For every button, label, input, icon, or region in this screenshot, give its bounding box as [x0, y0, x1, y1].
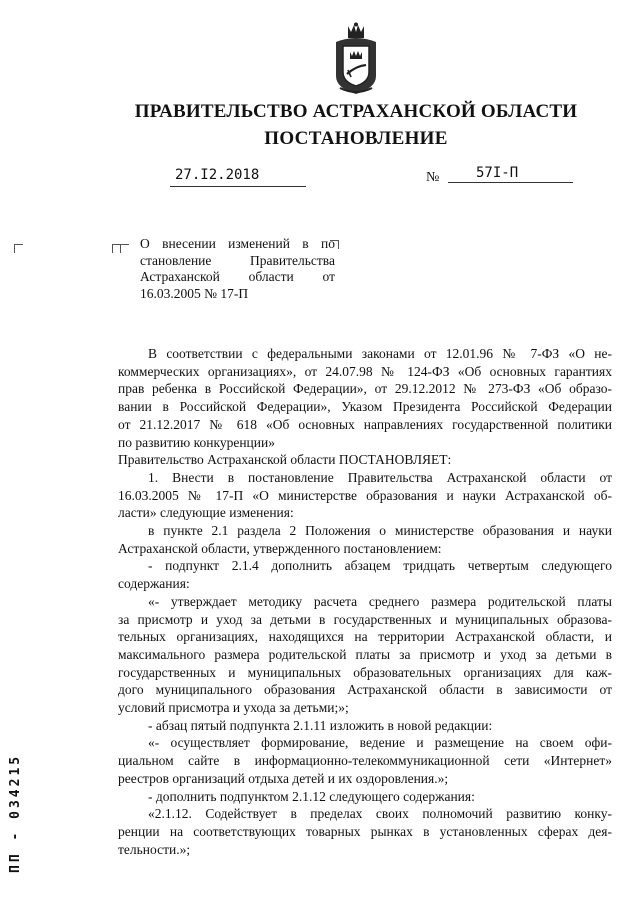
- document-number: 57I-П: [476, 165, 519, 181]
- document-body: [118, 345, 612, 858]
- body-line: циальном сайте в информационно-телекоммуникационной сети «Интернет»: [118, 753, 612, 769]
- body-line: 16.03.2005 № 17-П «О министерстве образования и науки Астраханской об-: [118, 487, 612, 503]
- body-line: ренции на соответствующих товарных рынках в установленных сферах дея-: [118, 823, 612, 839]
- body-line: 1. Внести в постановление Правительства Астраханской области от: [148, 469, 612, 485]
- body-line: за присмотр и уход за детьми в государственных и муниципальных образова-: [118, 611, 612, 627]
- number-sign: №: [426, 170, 440, 185]
- body-line: ласти» следующие изменения:: [118, 505, 294, 521]
- body-line: государственных и муниципальных образовательных организациях для каж-: [118, 664, 612, 680]
- government-title: ПРАВИТЕЛЬСТВО АСТРАХАНСКОЙ ОБЛАСТИ: [134, 101, 578, 122]
- subject-line: 16.03.2005 № 17-П: [140, 285, 249, 301]
- body-line: коммерческих организациях», от 24.07.98 № 124-ФЗ «Об основных гарантиях: [118, 363, 612, 379]
- body-line: тельности.»;: [118, 841, 191, 857]
- body-line: - дополнить подпунктом 2.1.12 следующего содержания:: [148, 788, 475, 804]
- body-line: Правительство Астраханской области ПОСТАНОВЛЯЕТ:: [118, 452, 452, 468]
- body-line: «- утверждает методику расчета среднего размера родительской платы: [148, 593, 612, 609]
- body-line: тельных организациях, находящихся на территории Астраханской области, и: [118, 629, 612, 645]
- body-line: по развитию конкуренции»: [118, 434, 275, 450]
- body-line: «- осуществляет формирование, ведение и размещение на своем офи-: [148, 735, 612, 751]
- body-line: условий присмотра и ухода за детьми;»;: [118, 700, 349, 716]
- document-type: ПОСТАНОВЛЕНИЕ: [264, 128, 448, 149]
- body-line: содержания:: [118, 576, 190, 592]
- number-underline: [448, 182, 573, 183]
- serial-number: ПП - 034215: [8, 753, 23, 873]
- body-line: от 21.12.2017 № 618 «Об основных направлениях государственной политики: [118, 416, 612, 432]
- subject-line: Астраханской области от: [140, 269, 335, 284]
- subject-corner-mark: [120, 244, 129, 253]
- body-line: В соответствии с федеральными законами от 12.01.96 № 7-ФЗ «О не-: [148, 346, 612, 361]
- body-line: прав ребенка в Российской Федерации», от 29.12.2012 № 273-ФЗ «Об образо-: [118, 381, 612, 397]
- document-subject: [140, 236, 335, 302]
- serial-number-area: [4, 745, 34, 895]
- body-line: - подпункт 2.1.4 дополнить абзацем тридцать четвертым следующего: [148, 558, 612, 574]
- body-line: дого муниципального образования Астраханской области в зависимости от: [118, 682, 612, 698]
- body-line: «2.1.12. Содействует в пределах своих полномочий развитию конку-: [148, 806, 612, 822]
- body-line: реестров организаций отдыха детей и их оздоровления.»;: [118, 770, 449, 786]
- body-line: вании в Российской Федерации», Указом Президента Российской Федерации: [118, 399, 612, 415]
- subject-line: О внесении изменений в по: [140, 236, 335, 251]
- coat-of-arms-icon: [326, 22, 386, 96]
- date-underline: [170, 186, 306, 187]
- document-date: 27.I2.2018: [175, 167, 260, 183]
- body-line: Астраханской области, утвержденного постановлением:: [118, 540, 442, 556]
- body-line: максимального размера родительской платы за присмотр и уход за детьми в: [118, 646, 612, 662]
- subject-line: становление Правительства: [140, 252, 335, 268]
- body-line: - абзац пятый подпункта 2.1.11 изложить в новой редакции:: [148, 717, 493, 733]
- body-line: в пункте 2.1 раздела 2 Положения о министерстве образования и науки: [148, 523, 612, 539]
- left-corner-mark: [14, 244, 23, 253]
